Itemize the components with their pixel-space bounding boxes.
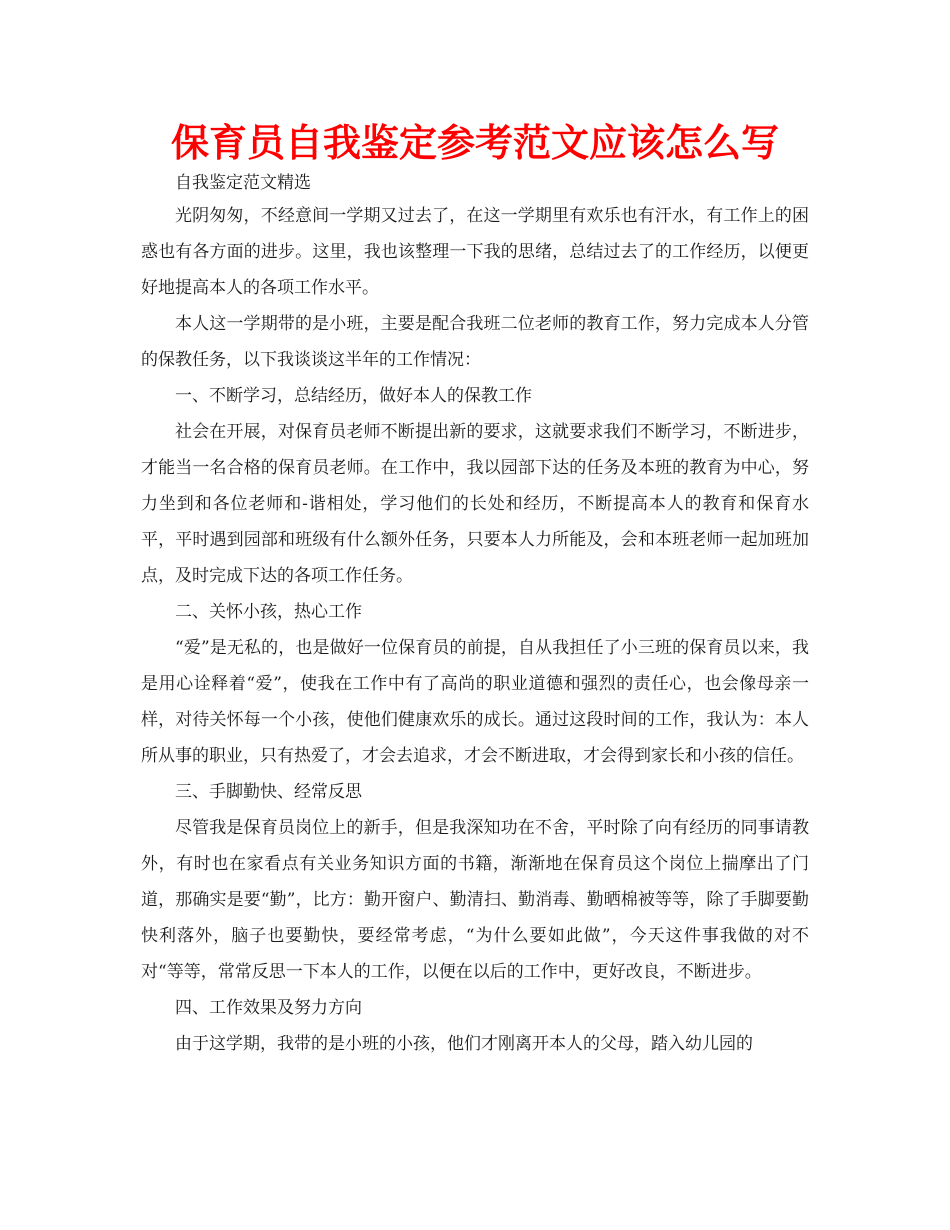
paragraph-overview: 本人这一学期带的是小班，主要是配合我班二位老师的教育工作，努力完成本人分管的保教任务，以下我谈谈这半年的工作情况：	[141, 314, 809, 370]
paragraph-section-1: 社会在开展，对保育员老师不断提出新的要求，这就要求我们不断学习，不断进步，才能当一名合格的保育员老师。在工作中，我以园部下达的任务及本班的教育为中心，努力坐到和各位老师和-谐相处，学习他们的长处和经历，不断提高本人的教育和保育水平，平时遇到园部和班级有什么额外任务，只要本人力所能及，会和本班老师一起加班加点，及时完成下达的各项工作任务。	[141, 422, 809, 586]
paragraph-section-3: 尽管我是保育员岗位上的新手，但是我深知功在不舍，平时除了向有经历的同事请教外，有时也在家看点有关业务知识方面的书籍，渐渐地在保育员这个岗位上揣摩出了门道，那确实是要“勤”，比方：勤开窗户、勤清扫、勤消毒、勤晒棉被等等，除了手脚要勤快利落外，脑子也要勤快，要经常考虑，“为什么要如此做”，今天这件事我做的对不对“等等，常常反思一下本人的工作，以便在以后的工作中，更好改良，不断进步。	[141, 818, 809, 982]
section-heading-4: 四、工作效果及努力方向	[175, 998, 362, 1018]
paragraph-subtitle: 自我鉴定范文精选	[175, 173, 311, 193]
section-heading-2: 二、关怀小孩，热心工作	[175, 602, 362, 622]
section-heading-3: 三、手脚勤快、经常反思	[175, 782, 362, 802]
paragraph-intro: 光阴匆匆，不经意间一学期又过去了，在这一学期里有欢乐也有汗水，有工作上的困惑也有各方面的进步。这里，我也该整理一下我的思绪，总结过去了的工作经历，以便更好地提高本人的各项工作水平。	[141, 206, 809, 298]
document-body	[141, 168, 809, 1062]
section-heading-1: 一、不断学习，总结经历，做好本人的保教工作	[175, 386, 532, 406]
document-title: 保育员自我鉴定参考范文应该怎么写	[170, 121, 779, 165]
paragraph-section-2: “爱”是无私的，也是做好一位保育员的前提，自从我担任了小三班的保育员以来，我是用心诠释着“爱”，使我在工作中有了高尚的职业道德和强烈的责任心，也会像母亲一样，对待关怀每一个小孩，使他们健康欢乐的成长。通过这段时间的工作，我认为：本人所从事的职业，只有热爱了，才会去追求，才会不断进取，才会得到家长和小孩的信任。	[141, 638, 809, 766]
paragraph-section-4: 由于这学期，我带的是小班的小孩，他们才刚离开本人的父母，踏入幼儿园的	[175, 1034, 753, 1054]
